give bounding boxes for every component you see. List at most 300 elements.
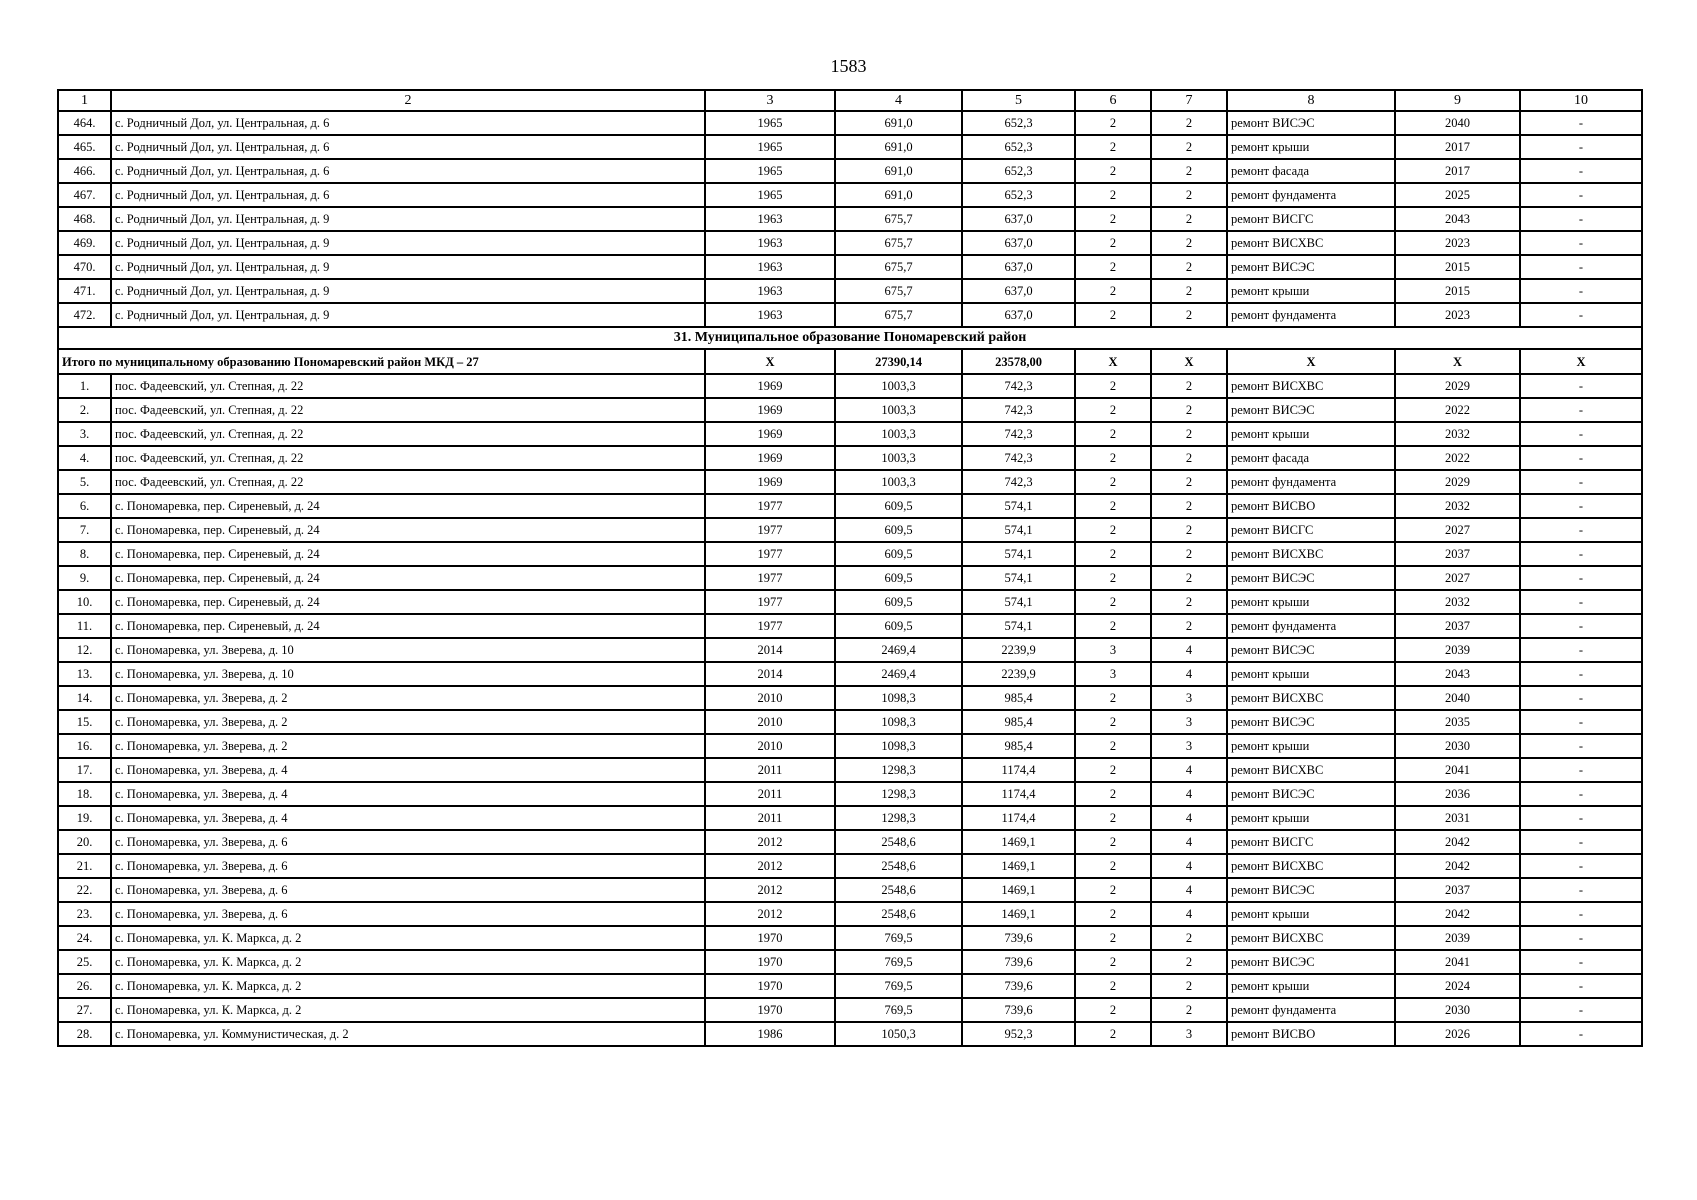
table-row (58, 950, 1642, 974)
work-type-cell: ремонт крыши (1227, 590, 1395, 614)
total-area-cell: 2548,6 (835, 830, 962, 854)
build-year-cell: 1970 (705, 974, 835, 998)
row-number-cell: 465. (58, 135, 111, 159)
plan-year-cell: 2025 (1395, 183, 1520, 207)
row-number-cell: 2. (58, 398, 111, 422)
table-row (58, 806, 1642, 830)
build-year-cell: 1969 (705, 374, 835, 398)
row-number-cell: 18. (58, 782, 111, 806)
total-area-cell: 1050,3 (835, 1022, 962, 1046)
build-year-cell: 1965 (705, 111, 835, 135)
entrances-cell: 2 (1151, 135, 1227, 159)
living-area-cell: 1469,1 (962, 902, 1075, 926)
note-cell: - (1520, 494, 1642, 518)
floors-cell: 2 (1075, 374, 1151, 398)
living-area-cell: 1174,4 (962, 758, 1075, 782)
total-area-cell: 1003,3 (835, 446, 962, 470)
entrances-cell: 2 (1151, 542, 1227, 566)
address-cell: с. Родничный Дол, ул. Центральная, д. 9 (111, 231, 705, 255)
work-type-cell: ремонт фундамента (1227, 998, 1395, 1022)
row-number-cell: 27. (58, 998, 111, 1022)
section-title: 31. Муниципальное образование Пономаревский район (58, 327, 1642, 349)
address-cell: с. Пономаревка, пер. Сиреневый, д. 24 (111, 542, 705, 566)
floors-cell: 2 (1075, 279, 1151, 303)
living-area-cell: 1469,1 (962, 830, 1075, 854)
note-cell: - (1520, 111, 1642, 135)
work-type-cell: ремонт ВИСЭС (1227, 878, 1395, 902)
build-year-cell: 2010 (705, 734, 835, 758)
build-year-cell: 1986 (705, 1022, 835, 1046)
total-area-cell: 609,5 (835, 590, 962, 614)
work-type-cell: ремонт ВИСХВС (1227, 374, 1395, 398)
build-year-cell: 1965 (705, 135, 835, 159)
note-cell: - (1520, 446, 1642, 470)
entrances-cell: 2 (1151, 614, 1227, 638)
living-area-cell: 574,1 (962, 590, 1075, 614)
total-area-cell: 609,5 (835, 494, 962, 518)
living-area-cell: 652,3 (962, 135, 1075, 159)
address-cell: с. Пономаревка, ул. Зверева, д. 2 (111, 710, 705, 734)
total-area-cell: 1098,3 (835, 734, 962, 758)
column-header: 4 (835, 90, 962, 111)
address-cell: с. Пономаревка, ул. Зверева, д. 4 (111, 806, 705, 830)
table-row (58, 494, 1642, 518)
column-header: 8 (1227, 90, 1395, 111)
living-area-cell: 739,6 (962, 998, 1075, 1022)
entrances-cell: 4 (1151, 878, 1227, 902)
note-cell: - (1520, 542, 1642, 566)
living-area-cell: 1469,1 (962, 878, 1075, 902)
table-row (58, 854, 1642, 878)
work-type-cell: ремонт ВИСХВС (1227, 231, 1395, 255)
row-number-cell: 24. (58, 926, 111, 950)
work-type-cell: ремонт ВИСХВС (1227, 926, 1395, 950)
build-year-cell: 1963 (705, 303, 835, 327)
living-area-cell: 652,3 (962, 159, 1075, 183)
row-number-cell: 13. (58, 662, 111, 686)
table-row (58, 710, 1642, 734)
total-area-cell: 769,5 (835, 974, 962, 998)
row-number-cell: 5. (58, 470, 111, 494)
column-header: 6 (1075, 90, 1151, 111)
floors-cell: 2 (1075, 734, 1151, 758)
entrances-cell: 4 (1151, 662, 1227, 686)
total-cell: Х (1520, 349, 1642, 374)
column-header: 5 (962, 90, 1075, 111)
work-type-cell: ремонт ВИСЭС (1227, 710, 1395, 734)
note-cell: - (1520, 638, 1642, 662)
floors-cell: 2 (1075, 159, 1151, 183)
plan-year-cell: 2035 (1395, 710, 1520, 734)
living-area-cell: 739,6 (962, 926, 1075, 950)
entrances-cell: 2 (1151, 207, 1227, 231)
entrances-cell: 3 (1151, 710, 1227, 734)
plan-year-cell: 2041 (1395, 950, 1520, 974)
note-cell: - (1520, 183, 1642, 207)
row-number-cell: 12. (58, 638, 111, 662)
floors-cell: 2 (1075, 686, 1151, 710)
floors-cell: 2 (1075, 878, 1151, 902)
living-area-cell: 742,3 (962, 446, 1075, 470)
row-number-cell: 10. (58, 590, 111, 614)
total-area-cell: 2548,6 (835, 854, 962, 878)
note-cell: - (1520, 806, 1642, 830)
total-area-cell: 609,5 (835, 614, 962, 638)
note-cell: - (1520, 255, 1642, 279)
living-area-cell: 742,3 (962, 374, 1075, 398)
row-number-cell: 11. (58, 614, 111, 638)
work-type-cell: ремонт крыши (1227, 135, 1395, 159)
row-number-cell: 6. (58, 494, 111, 518)
work-type-cell: ремонт крыши (1227, 974, 1395, 998)
entrances-cell: 2 (1151, 255, 1227, 279)
entrances-cell: 2 (1151, 159, 1227, 183)
note-cell: - (1520, 686, 1642, 710)
build-year-cell: 2012 (705, 902, 835, 926)
living-area-cell: 574,1 (962, 494, 1075, 518)
entrances-cell: 2 (1151, 374, 1227, 398)
row-number-cell: 23. (58, 902, 111, 926)
note-cell: - (1520, 974, 1642, 998)
entrances-cell: 2 (1151, 494, 1227, 518)
build-year-cell: 1977 (705, 590, 835, 614)
table-row (58, 518, 1642, 542)
work-type-cell: ремонт ВИСЭС (1227, 950, 1395, 974)
note-cell: - (1520, 566, 1642, 590)
address-cell: с. Пономаревка, ул. К. Маркса, д. 2 (111, 998, 705, 1022)
entrances-cell: 2 (1151, 303, 1227, 327)
floors-cell: 3 (1075, 638, 1151, 662)
build-year-cell: 1970 (705, 950, 835, 974)
table-row (58, 303, 1642, 327)
floors-cell: 3 (1075, 662, 1151, 686)
total-area-cell: 1098,3 (835, 710, 962, 734)
table-row (58, 159, 1642, 183)
floors-cell: 2 (1075, 398, 1151, 422)
total-area-cell: 691,0 (835, 135, 962, 159)
table-row (58, 878, 1642, 902)
plan-year-cell: 2043 (1395, 662, 1520, 686)
build-year-cell: 1969 (705, 470, 835, 494)
living-area-cell: 637,0 (962, 255, 1075, 279)
work-type-cell: ремонт ВИСЭС (1227, 782, 1395, 806)
column-header: 1 (58, 90, 111, 111)
address-cell: с. Пономаревка, пер. Сиреневый, д. 24 (111, 590, 705, 614)
row-number-cell: 22. (58, 878, 111, 902)
address-cell: с. Пономаревка, ул. Зверева, д. 6 (111, 902, 705, 926)
living-area-cell: 739,6 (962, 974, 1075, 998)
total-cell: Х (1151, 349, 1227, 374)
note-cell: - (1520, 926, 1642, 950)
build-year-cell: 1977 (705, 566, 835, 590)
column-header: 9 (1395, 90, 1520, 111)
row-number-cell: 466. (58, 159, 111, 183)
row-number-cell: 14. (58, 686, 111, 710)
living-area-cell: 742,3 (962, 470, 1075, 494)
total-area-cell: 675,7 (835, 207, 962, 231)
total-cell: Х (705, 349, 835, 374)
table-row (58, 255, 1642, 279)
floors-cell: 2 (1075, 231, 1151, 255)
table-row (58, 758, 1642, 782)
rows-before-section (58, 111, 1642, 327)
floors-cell: 2 (1075, 518, 1151, 542)
plan-year-cell: 2040 (1395, 111, 1520, 135)
address-cell: с. Пономаревка, пер. Сиреневый, д. 24 (111, 566, 705, 590)
row-number-cell: 19. (58, 806, 111, 830)
total-label: Итого по муниципальному образованию Пономаревский район МКД – 27 (58, 349, 705, 374)
note-cell: - (1520, 207, 1642, 231)
entrances-cell: 2 (1151, 470, 1227, 494)
build-year-cell: 1977 (705, 542, 835, 566)
entrances-cell: 4 (1151, 854, 1227, 878)
total-area-cell: 2548,6 (835, 878, 962, 902)
plan-year-cell: 2022 (1395, 446, 1520, 470)
address-cell: с. Пономаревка, ул. Зверева, д. 6 (111, 878, 705, 902)
plan-year-cell: 2042 (1395, 854, 1520, 878)
living-area-cell: 1469,1 (962, 854, 1075, 878)
work-type-cell: ремонт ВИСВО (1227, 494, 1395, 518)
row-number-cell: 1. (58, 374, 111, 398)
entrances-cell: 2 (1151, 446, 1227, 470)
floors-cell: 2 (1075, 782, 1151, 806)
plan-year-cell: 2032 (1395, 494, 1520, 518)
floors-cell: 2 (1075, 998, 1151, 1022)
plan-year-cell: 2039 (1395, 926, 1520, 950)
plan-year-cell: 2024 (1395, 974, 1520, 998)
plan-year-cell: 2036 (1395, 782, 1520, 806)
row-number-cell: 9. (58, 566, 111, 590)
entrances-cell: 2 (1151, 590, 1227, 614)
plan-year-cell: 2023 (1395, 231, 1520, 255)
row-number-cell: 26. (58, 974, 111, 998)
table-row (58, 782, 1642, 806)
living-area-cell: 742,3 (962, 398, 1075, 422)
build-year-cell: 1969 (705, 422, 835, 446)
note-cell: - (1520, 830, 1642, 854)
work-type-cell: ремонт крыши (1227, 902, 1395, 926)
table-row (58, 183, 1642, 207)
address-cell: пос. Фадеевский, ул. Степная, д. 22 (111, 446, 705, 470)
entrances-cell: 2 (1151, 974, 1227, 998)
table-row (58, 734, 1642, 758)
living-area-cell: 637,0 (962, 279, 1075, 303)
work-type-cell: ремонт ВИСЭС (1227, 255, 1395, 279)
row-number-cell: 17. (58, 758, 111, 782)
build-year-cell: 1963 (705, 207, 835, 231)
row-number-cell: 16. (58, 734, 111, 758)
total-area-cell: 2548,6 (835, 902, 962, 926)
total-area-cell: 691,0 (835, 183, 962, 207)
note-cell: - (1520, 470, 1642, 494)
total-area-cell: 609,5 (835, 566, 962, 590)
table-row (58, 830, 1642, 854)
address-cell: с. Пономаревка, ул. Зверева, д. 2 (111, 734, 705, 758)
total-area-cell: 609,5 (835, 518, 962, 542)
build-year-cell: 1977 (705, 494, 835, 518)
work-type-cell: ремонт фундамента (1227, 614, 1395, 638)
table-row (58, 231, 1642, 255)
work-type-cell: ремонт крыши (1227, 422, 1395, 446)
row-number-cell: 8. (58, 542, 111, 566)
total-area-cell: 2469,4 (835, 638, 962, 662)
entrances-cell: 2 (1151, 183, 1227, 207)
plan-year-cell: 2037 (1395, 614, 1520, 638)
build-year-cell: 2011 (705, 782, 835, 806)
build-year-cell: 1965 (705, 183, 835, 207)
build-year-cell: 2010 (705, 710, 835, 734)
address-cell: с. Пономаревка, ул. Зверева, д. 2 (111, 686, 705, 710)
address-cell: с. Пономаревка, пер. Сиреневый, д. 24 (111, 494, 705, 518)
row-number-cell: 472. (58, 303, 111, 327)
entrances-cell: 4 (1151, 902, 1227, 926)
living-area-cell: 1174,4 (962, 806, 1075, 830)
work-type-cell: ремонт крыши (1227, 806, 1395, 830)
living-area-cell: 739,6 (962, 950, 1075, 974)
total-cell: Х (1075, 349, 1151, 374)
plan-year-cell: 2042 (1395, 902, 1520, 926)
living-area-cell: 985,4 (962, 710, 1075, 734)
total-cell: 27390,14 (835, 349, 962, 374)
row-number-cell: 3. (58, 422, 111, 446)
living-area-cell: 652,3 (962, 111, 1075, 135)
entrances-cell: 4 (1151, 638, 1227, 662)
note-cell: - (1520, 758, 1642, 782)
floors-cell: 2 (1075, 183, 1151, 207)
table-row (58, 422, 1642, 446)
floors-cell: 2 (1075, 566, 1151, 590)
total-area-cell: 1003,3 (835, 422, 962, 446)
table-row (58, 446, 1642, 470)
row-number-cell: 464. (58, 111, 111, 135)
entrances-cell: 4 (1151, 830, 1227, 854)
row-number-cell: 25. (58, 950, 111, 974)
build-year-cell: 1963 (705, 231, 835, 255)
entrances-cell: 2 (1151, 950, 1227, 974)
note-cell: - (1520, 159, 1642, 183)
build-year-cell: 1970 (705, 926, 835, 950)
table-row (58, 590, 1642, 614)
floors-cell: 2 (1075, 926, 1151, 950)
note-cell: - (1520, 231, 1642, 255)
work-type-cell: ремонт ВИСЭС (1227, 638, 1395, 662)
plan-year-cell: 2039 (1395, 638, 1520, 662)
section-block (58, 327, 1642, 374)
floors-cell: 2 (1075, 542, 1151, 566)
row-number-cell: 469. (58, 231, 111, 255)
note-cell: - (1520, 279, 1642, 303)
row-number-cell: 21. (58, 854, 111, 878)
table-row (58, 614, 1642, 638)
floors-cell: 2 (1075, 710, 1151, 734)
entrances-cell: 2 (1151, 926, 1227, 950)
work-type-cell: ремонт ВИСГС (1227, 518, 1395, 542)
address-cell: с. Пономаревка, пер. Сиреневый, д. 24 (111, 614, 705, 638)
note-cell: - (1520, 422, 1642, 446)
address-cell: с. Пономаревка, ул. Коммунистическая, д. 2 (111, 1022, 705, 1046)
living-area-cell: 2239,9 (962, 662, 1075, 686)
total-cell: Х (1395, 349, 1520, 374)
note-cell: - (1520, 710, 1642, 734)
work-type-cell: ремонт ВИСХВС (1227, 854, 1395, 878)
table-row (58, 662, 1642, 686)
note-cell: - (1520, 374, 1642, 398)
plan-year-cell: 2037 (1395, 542, 1520, 566)
note-cell: - (1520, 854, 1642, 878)
address-cell: пос. Фадеевский, ул. Степная, д. 22 (111, 470, 705, 494)
work-type-cell: ремонт ВИСГС (1227, 207, 1395, 231)
plan-year-cell: 2022 (1395, 398, 1520, 422)
total-area-cell: 675,7 (835, 303, 962, 327)
floors-cell: 2 (1075, 135, 1151, 159)
column-header: 7 (1151, 90, 1227, 111)
floors-cell: 2 (1075, 830, 1151, 854)
table-row (58, 542, 1642, 566)
row-number-cell: 7. (58, 518, 111, 542)
floors-cell: 2 (1075, 590, 1151, 614)
note-cell: - (1520, 878, 1642, 902)
build-year-cell: 1977 (705, 518, 835, 542)
build-year-cell: 1969 (705, 398, 835, 422)
note-cell: - (1520, 1022, 1642, 1046)
living-area-cell: 637,0 (962, 303, 1075, 327)
plan-year-cell: 2032 (1395, 422, 1520, 446)
table-row (58, 111, 1642, 135)
plan-year-cell: 2015 (1395, 279, 1520, 303)
entrances-cell: 3 (1151, 734, 1227, 758)
section-header-row (58, 327, 1642, 349)
address-cell: с. Родничный Дол, ул. Центральная, д. 6 (111, 183, 705, 207)
work-type-cell: ремонт фасада (1227, 159, 1395, 183)
plan-year-cell: 2029 (1395, 470, 1520, 494)
total-area-cell: 769,5 (835, 998, 962, 1022)
address-cell: с. Родничный Дол, ул. Центральная, д. 6 (111, 111, 705, 135)
address-cell: пос. Фадеевский, ул. Степная, д. 22 (111, 374, 705, 398)
total-area-cell: 675,7 (835, 279, 962, 303)
row-number-cell: 467. (58, 183, 111, 207)
table-row (58, 135, 1642, 159)
address-cell: с. Пономаревка, ул. Зверева, д. 10 (111, 662, 705, 686)
plan-year-cell: 2015 (1395, 255, 1520, 279)
entrances-cell: 4 (1151, 806, 1227, 830)
note-cell: - (1520, 398, 1642, 422)
note-cell: - (1520, 950, 1642, 974)
living-area-cell: 985,4 (962, 734, 1075, 758)
table-row (58, 974, 1642, 998)
entrances-cell: 4 (1151, 782, 1227, 806)
table-row (58, 470, 1642, 494)
plan-year-cell: 2029 (1395, 374, 1520, 398)
row-number-cell: 468. (58, 207, 111, 231)
entrances-cell: 2 (1151, 518, 1227, 542)
floors-cell: 2 (1075, 1022, 1151, 1046)
total-area-cell: 2469,4 (835, 662, 962, 686)
floors-cell: 2 (1075, 494, 1151, 518)
build-year-cell: 2014 (705, 662, 835, 686)
living-area-cell: 985,4 (962, 686, 1075, 710)
build-year-cell: 2012 (705, 830, 835, 854)
plan-year-cell: 2017 (1395, 159, 1520, 183)
address-cell: с. Пономаревка, ул. Зверева, д. 10 (111, 638, 705, 662)
work-type-cell: ремонт ВИСХВС (1227, 542, 1395, 566)
address-cell: пос. Фадеевский, ул. Степная, д. 22 (111, 398, 705, 422)
address-cell: с. Родничный Дол, ул. Центральная, д. 9 (111, 303, 705, 327)
floors-cell: 2 (1075, 614, 1151, 638)
floors-cell: 2 (1075, 446, 1151, 470)
floors-cell: 2 (1075, 854, 1151, 878)
floors-cell: 2 (1075, 111, 1151, 135)
plan-year-cell: 2032 (1395, 590, 1520, 614)
